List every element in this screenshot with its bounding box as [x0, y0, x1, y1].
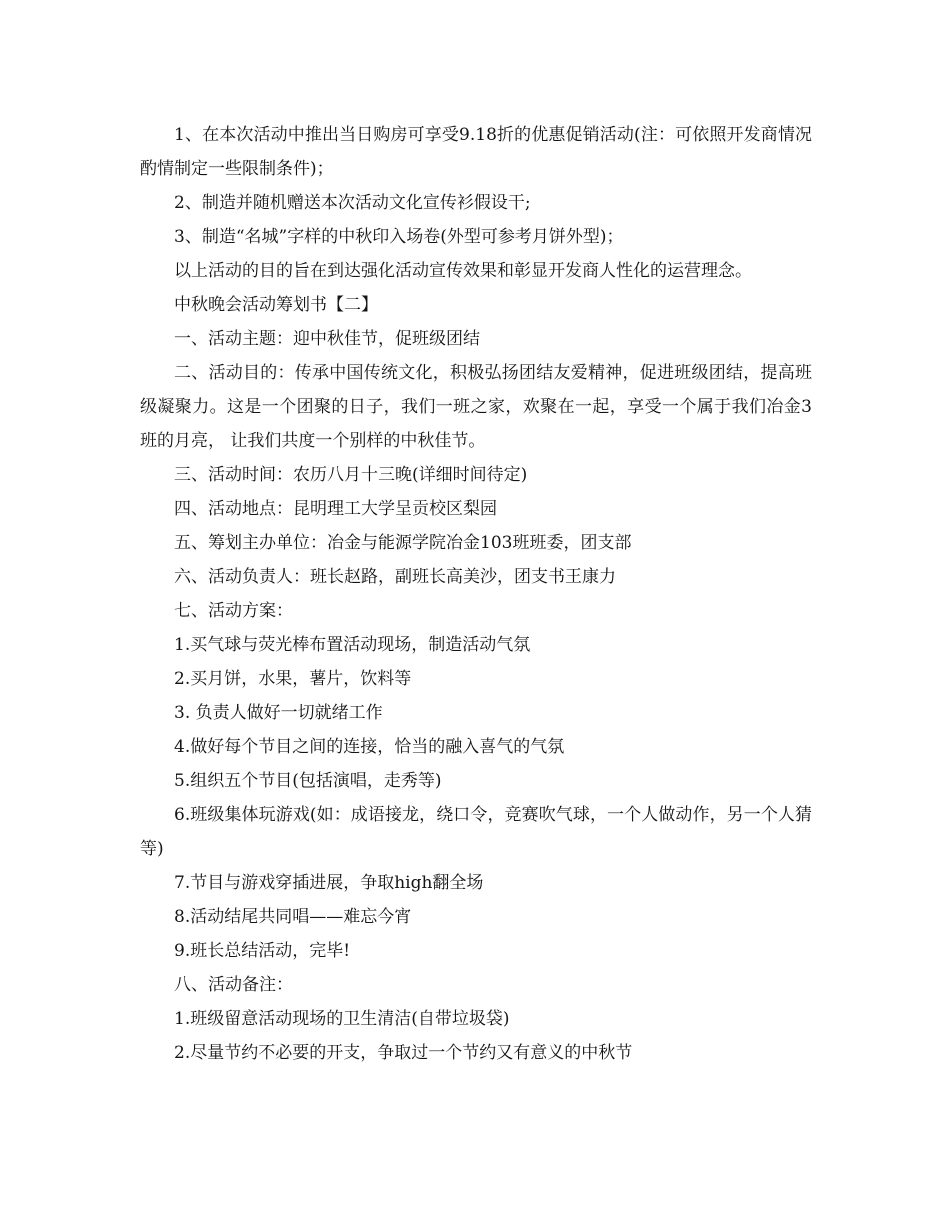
paragraph-plan-heading: 七、活动方案： [174, 601, 293, 621]
paragraph-promotion-shirts: 2、制造并随机赠送本次活动文化宣传衫假设干; [174, 193, 531, 213]
paragraph-notes-heading: 八、活动备注： [174, 975, 293, 995]
note-item-2: 2.尽量节约不必要的开支，争取过一个节约又有意义的中秋节 [174, 1043, 633, 1063]
paragraph-purpose: 二、活动目的：传承中国传统文化，积极弘扬团结友爱精神，促进班级团结，提高班级凝聚力。这是一个团聚的日子，我们一班之家，欢聚在一起，享受一个属于我们冶金3班的月亮， 让我们共度一个别样的中秋佳节。 [140, 363, 812, 451]
section-title-plan-two: 中秋晚会活动筹划书【二】 [174, 295, 378, 315]
plan-item-9: 9.班长总结活动，完毕! [174, 941, 351, 961]
plan-item-7: 7.节目与游戏穿插进展，争取high翻全场 [174, 873, 484, 893]
document-body [140, 118, 812, 1070]
note-item-1: 1.班级留意活动现场的卫生清洁(自带垃圾袋) [174, 1009, 510, 1029]
plan-item-8: 8.活动结尾共同唱——难忘今宵 [174, 907, 412, 927]
plan-item-3: 3. 负责人做好一切就绪工作 [174, 703, 383, 723]
paragraph-location: 四、活动地点：昆明理工大学呈贡校区梨园 [174, 499, 497, 519]
plan-item-6: 6.班级集体玩游戏(如：成语接龙，绕口令，竞赛吹气球，一个人做动作，另一个人猜等) [140, 805, 812, 859]
plan-item-4: 4.做好每个节目之间的连接，恰当的融入喜气的气氛 [174, 737, 565, 757]
plan-item-2: 2.买月饼，水果，薯片，饮料等 [174, 669, 412, 689]
paragraph-responsible: 六、活动负责人：班长赵路，副班长高美沙，团支书王康力 [174, 567, 616, 587]
paragraph-theme: 一、活动主题：迎中秋佳节，促班级团结 [174, 329, 480, 349]
paragraph-promotion-purpose: 以上活动的目的旨在到达强化活动宣传效果和彰显开发商人性化的运营理念。 [174, 261, 752, 281]
paragraph-promotion-tickets: 3、制造“名城”字样的中秋印入场卷(外型可参考月饼外型)； [174, 227, 624, 247]
plan-item-5: 5.组织五个节目(包括演唱，走秀等) [174, 771, 442, 791]
paragraph-organizer: 五、筹划主办单位：冶金与能源学院冶金103班班委，团支部 [174, 533, 632, 553]
paragraph-time: 三、活动时间：农历八月十三晚(详细时间待定) [174, 465, 528, 485]
plan-item-1: 1.买气球与荧光棒布置活动现场，制造活动气氛 [174, 635, 531, 655]
paragraph-promotion-discount: 1、在本次活动中推出当日购房可享受9.18折的优惠促销活动(注：可依照开发商情况酌情制定一些限制条件)； [140, 125, 812, 179]
